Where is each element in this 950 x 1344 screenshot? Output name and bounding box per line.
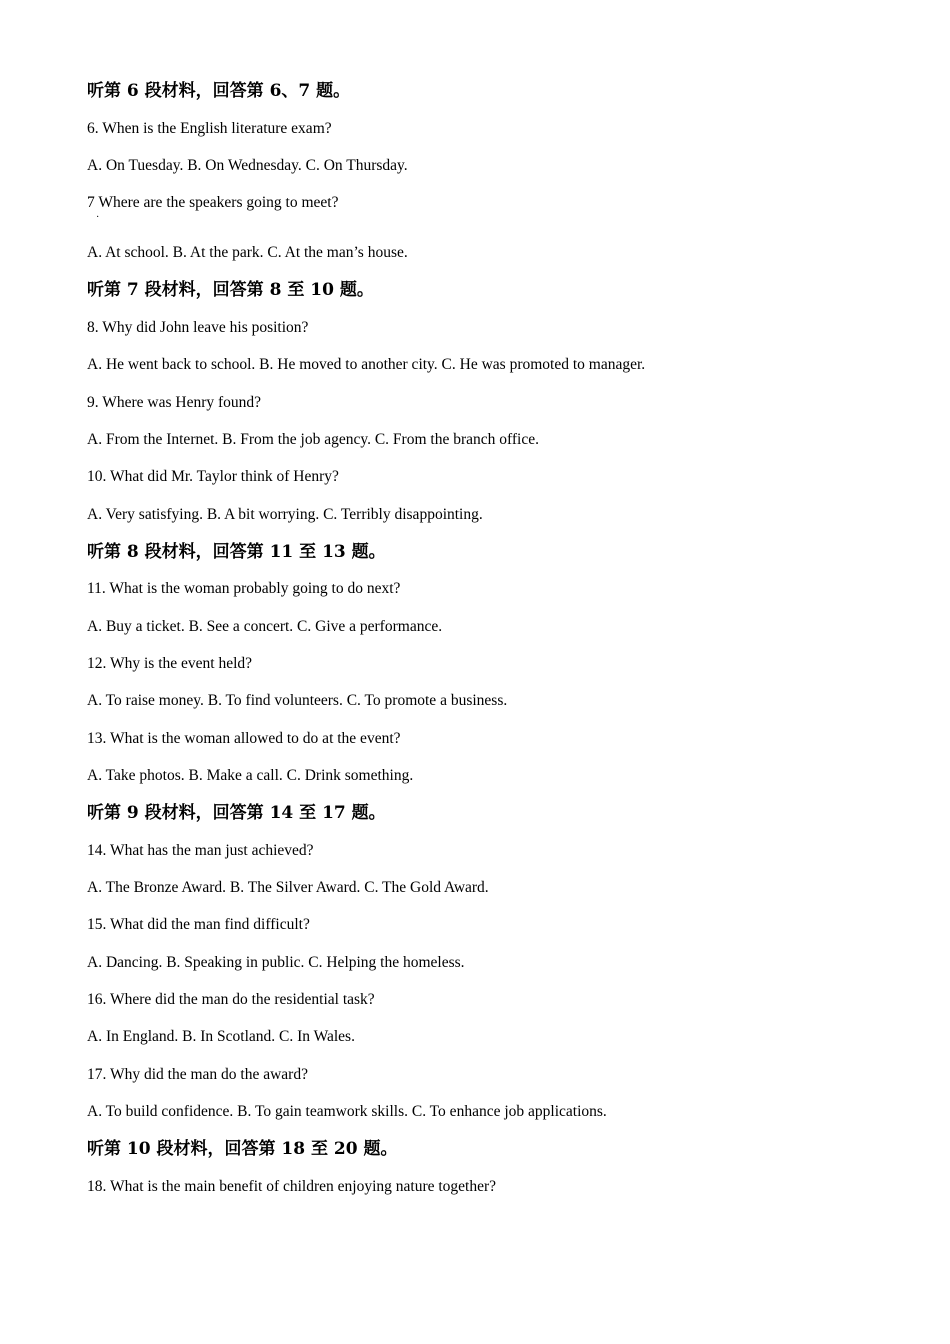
options-6: A. On Tuesday. B. On Wednesday. C. On Thursday. — [87, 157, 408, 174]
question-18: 18. What is the main benefit of children enjoying nature together? — [87, 1178, 497, 1195]
options-7: A. At school. B. At the park. C. At the man’s house. — [87, 244, 408, 261]
options-12: A. To raise money. B. To find volunteers. C. To promote a business. — [87, 692, 508, 709]
options-15: A. Dancing. B. Speaking in public. C. Helping the homeless. — [87, 954, 465, 971]
question-9: 9. Where was Henry found? — [87, 394, 262, 411]
section-heading-10: 听第 10 段材料，回答第 18 至 20 题。 — [87, 1139, 398, 1159]
question-13: 13. What is the woman allowed to do at the event? — [87, 730, 401, 747]
question-17: 17. Why did the man do the award? — [87, 1066, 308, 1083]
section-heading-9: 听第 9 段材料，回答第 14 至 17 题。 — [87, 803, 386, 823]
options-14: A. The Bronze Award. B. The Silver Award. C. The Gold Award. — [87, 879, 489, 896]
question-7: 7 Where are the speakers going to meet? — [87, 194, 339, 211]
options-11: A. Buy a ticket. B. See a concert. C. Give a performance. — [87, 618, 443, 635]
options-16: A. In England. B. In Scotland. C. In Wales. — [87, 1028, 355, 1045]
options-9: A. From the Internet. B. From the job agency. C. From the branch office. — [87, 431, 539, 448]
question-10: 10. What did Mr. Taylor think of Henry? — [87, 468, 339, 485]
section-heading-6: 听第 6 段材料，回答第 6、7 题。 — [87, 81, 351, 101]
options-10: A. Very satisfying. B. A bit worrying. C. Terribly disappointing. — [87, 506, 483, 523]
question-16: 16. Where did the man do the residential task? — [87, 991, 375, 1008]
question-12: 12. Why is the event held? — [87, 655, 253, 672]
section-heading-8: 听第 8 段材料，回答第 11 至 13 题。 — [87, 542, 386, 562]
question-11: 11. What is the woman probably going to do next? — [87, 580, 401, 597]
section-heading-7: 听第 7 段材料，回答第 8 至 10 题。 — [87, 280, 374, 300]
options-8: A. He went back to school. B. He moved to another city. C. He was promoted to manager. — [87, 356, 646, 373]
question-15: 15. What did the man find difficult? — [87, 916, 310, 933]
question-7-dot-mark: · — [96, 212, 100, 223]
question-14: 14. What has the man just achieved? — [87, 842, 314, 859]
question-6: 6. When is the English literature exam? — [87, 120, 332, 137]
options-17: A. To build confidence. B. To gain teamwork skills. C. To enhance job applications. — [87, 1103, 607, 1120]
options-13: A. Take photos. B. Make a call. C. Drink something. — [87, 767, 414, 784]
question-8: 8. Why did John leave his position? — [87, 319, 309, 336]
